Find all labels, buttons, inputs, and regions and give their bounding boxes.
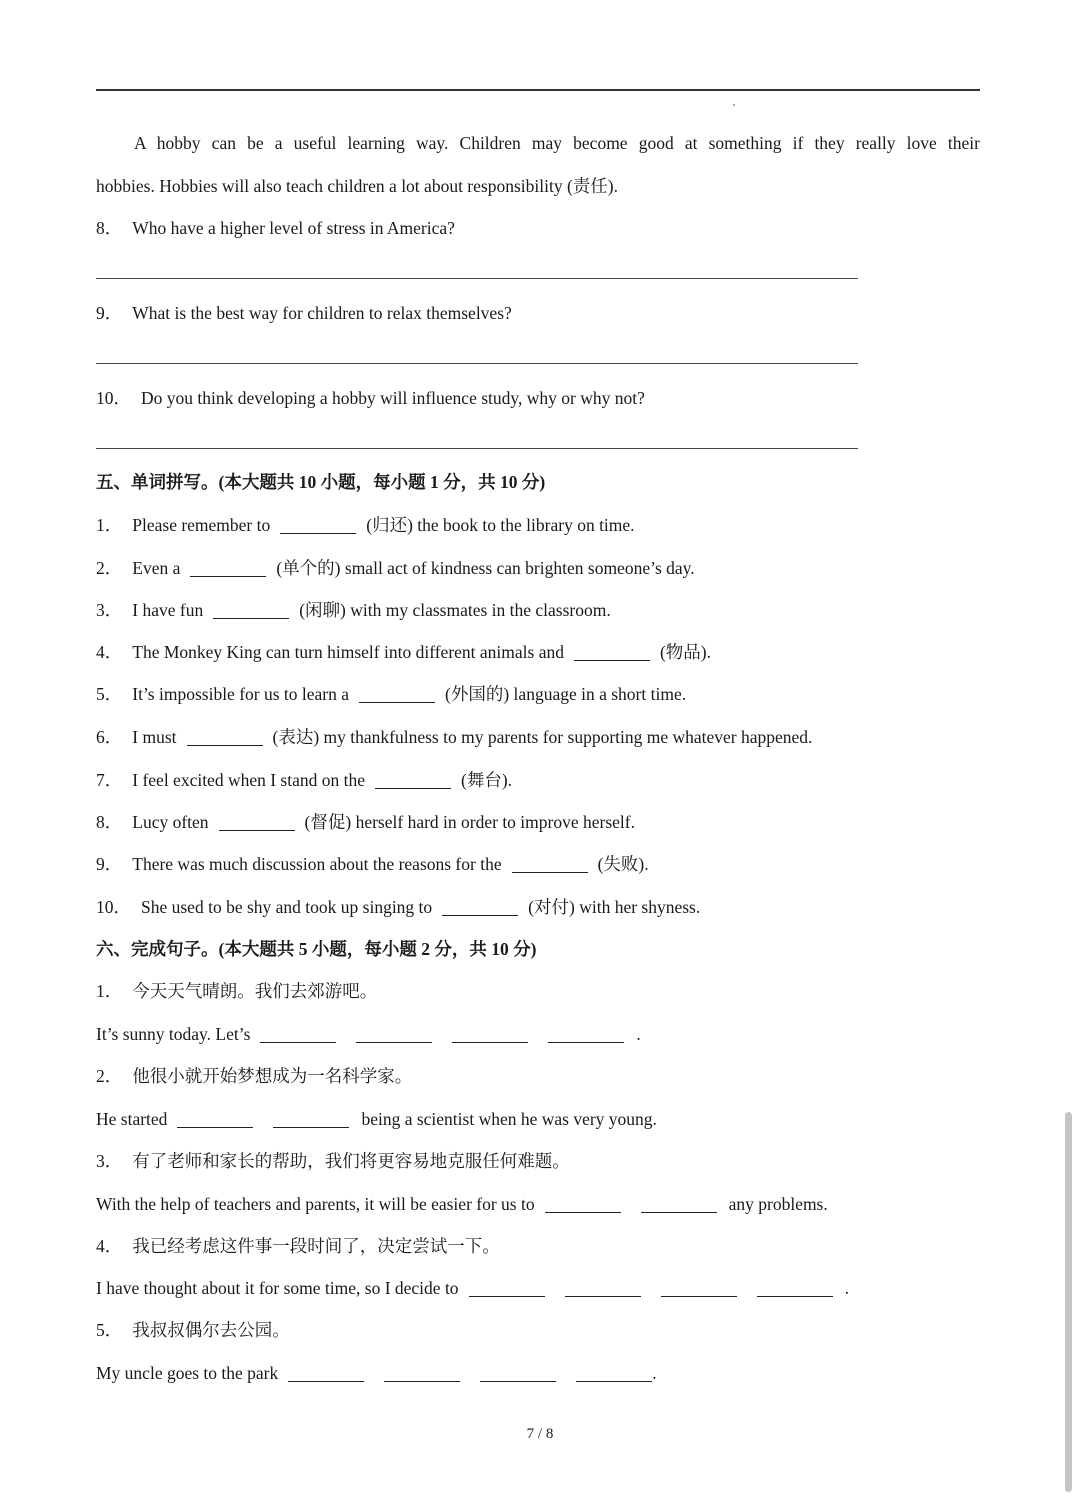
- section-heading: 六、完成句子。(本大题共 5 小题，每小题 2 分，共 10 分): [96, 939, 537, 959]
- sentence-prompt-chinese: [96, 1064, 412, 1088]
- spelling-item: [96, 895, 700, 919]
- reading-question: [96, 386, 645, 410]
- reading-question: [96, 216, 455, 240]
- item-number: 9．: [96, 854, 123, 874]
- item-text-after: (外国的) language in a short time.: [445, 684, 687, 704]
- sentence-completion: [96, 1361, 657, 1385]
- item-text-after: (归还) the book to the library on time.: [366, 515, 635, 535]
- item-number: 3．: [96, 600, 123, 620]
- item-number: 4．: [96, 642, 123, 662]
- fill-blank[interactable]: [359, 701, 435, 703]
- spelling-item: [96, 725, 812, 749]
- item-number: 5．: [96, 1320, 123, 1340]
- fill-blank[interactable]: [565, 1295, 641, 1297]
- question-text: Who have a higher level of stress in America?: [132, 218, 455, 238]
- item-text-after: (舞台).: [461, 770, 513, 790]
- item-text-after: (闲聊) with my classmates in the classroom.: [299, 600, 611, 620]
- spelling-item: [96, 852, 649, 876]
- sentence-prompt-chinese: [96, 979, 377, 1003]
- chinese-sentence: 今天天气晴朗。我们去郊游吧。: [132, 981, 378, 1001]
- sentence-after: being a scientist when he was very young.: [361, 1109, 657, 1129]
- sentence-after: .: [636, 1024, 641, 1044]
- spelling-item: [96, 640, 711, 664]
- item-number: 7．: [96, 770, 123, 790]
- chinese-sentence: 我叔叔偶尔去公园。: [132, 1320, 290, 1340]
- item-number: 3．: [96, 1151, 123, 1171]
- spelling-item: [96, 768, 512, 792]
- sentence-before: He started: [96, 1109, 168, 1129]
- item-text-before: It’s impossible for us to learn a: [132, 684, 350, 704]
- reading-question: [96, 301, 512, 325]
- item-number: 1．: [96, 515, 123, 535]
- spelling-item: [96, 682, 686, 706]
- fill-blank[interactable]: [661, 1295, 737, 1297]
- question-number: 9．: [96, 303, 123, 323]
- sentence-after: .: [844, 1278, 849, 1298]
- fill-blank[interactable]: [273, 1126, 349, 1128]
- speck: [733, 104, 735, 106]
- fill-blank[interactable]: [452, 1041, 528, 1043]
- sentence-prompt-chinese: [96, 1149, 570, 1173]
- sentence-completion: [96, 1022, 641, 1046]
- item-number: 2．: [96, 558, 123, 578]
- item-text-after: (单个的) small act of kindness can brighten someone’s day.: [276, 558, 695, 578]
- fill-blank[interactable]: [190, 575, 266, 577]
- passage-line-2: hobbies. Hobbies will also teach children a lot about responsibility (责任).: [96, 176, 618, 196]
- chinese-sentence: 我已经考虑这件事一段时间了，决定尝试一下。: [132, 1236, 500, 1256]
- fill-blank[interactable]: [574, 659, 650, 661]
- answer-line[interactable]: [96, 448, 858, 449]
- item-number: 2．: [96, 1066, 123, 1086]
- sentence-before: My uncle goes to the park: [96, 1363, 279, 1383]
- sentence-before: I have thought about it for some time, so I decide to: [96, 1278, 459, 1298]
- sentence-before: With the help of teachers and parents, it will be easier for us to: [96, 1194, 535, 1214]
- item-number: 10．: [96, 897, 131, 917]
- item-text-before: There was much discussion about the reasons for the: [132, 854, 502, 874]
- spelling-item: [96, 513, 635, 537]
- fill-blank[interactable]: [384, 1380, 460, 1382]
- answer-line[interactable]: [96, 363, 858, 364]
- spelling-item: [96, 556, 695, 580]
- item-text-before: Even a: [132, 558, 181, 578]
- spelling-item: [96, 810, 635, 834]
- item-text-after: (督促) herself hard in order to improve herself.: [304, 812, 635, 832]
- item-text-after: (失败).: [597, 854, 649, 874]
- item-number: 8．: [96, 812, 123, 832]
- item-text-before: I must: [132, 727, 177, 747]
- fill-blank[interactable]: [375, 787, 451, 789]
- question-number: 8．: [96, 218, 123, 238]
- item-text-after: (物品).: [659, 642, 712, 662]
- fill-blank[interactable]: [213, 617, 289, 619]
- sentence-completion: [96, 1192, 828, 1216]
- fill-blank[interactable]: [442, 914, 518, 916]
- sentence-after: any problems.: [728, 1194, 828, 1214]
- item-number: 1．: [96, 981, 123, 1001]
- item-text-before: Please remember to: [132, 515, 271, 535]
- section-heading: 五、单词拼写。(本大题共 10 小题，每小题 1 分，共 10 分): [96, 472, 546, 492]
- item-number: 4．: [96, 1236, 123, 1256]
- item-number: 6．: [96, 727, 123, 747]
- item-text-before: I have fun: [132, 600, 204, 620]
- fill-blank[interactable]: [219, 829, 295, 831]
- sentence-prompt-chinese: [96, 1318, 290, 1342]
- item-text-after: (对付) with her shyness.: [528, 897, 701, 917]
- fill-blank[interactable]: [280, 532, 356, 534]
- fill-blank[interactable]: [356, 1041, 432, 1043]
- chinese-sentence: 有了老师和家长的帮助，我们将更容易地克服任何难题。: [132, 1151, 570, 1171]
- fill-blank[interactable]: [757, 1295, 833, 1297]
- page-number: 7 / 8: [526, 1426, 554, 1442]
- spelling-item: [96, 598, 611, 622]
- question-text: What is the best way for children to relax themselves?: [132, 303, 512, 323]
- sentence-after: .: [652, 1363, 657, 1383]
- scrollbar-thumb[interactable]: [1065, 1112, 1072, 1492]
- fill-blank[interactable]: [187, 744, 263, 746]
- question-number: 10．: [96, 388, 131, 408]
- item-text-before: I feel excited when I stand on the: [132, 770, 366, 790]
- fill-blank[interactable]: [512, 871, 588, 873]
- sentence-completion: [96, 1276, 849, 1300]
- item-text-before: The Monkey King can turn himself into different animals and: [132, 642, 564, 662]
- fill-blank[interactable]: [548, 1041, 624, 1043]
- fill-blank[interactable]: [260, 1041, 336, 1043]
- item-number: 5．: [96, 684, 123, 704]
- chinese-sentence: 他很小就开始梦想成为一名科学家。: [132, 1066, 413, 1086]
- header-rule: [96, 89, 980, 91]
- fill-blank[interactable]: [177, 1126, 253, 1128]
- fill-blank[interactable]: [576, 1380, 652, 1382]
- question-text: Do you think developing a hobby will influence study, why or why not?: [141, 388, 645, 408]
- fill-blank[interactable]: [641, 1211, 717, 1213]
- item-text-before: Lucy often: [132, 812, 209, 832]
- sentence-completion: [96, 1107, 657, 1131]
- item-text-before: She used to be shy and took up singing to: [141, 897, 433, 917]
- item-text-after: (表达) my thankfulness to my parents for supporting me whatever happened.: [272, 727, 813, 747]
- fill-blank[interactable]: [469, 1295, 545, 1297]
- sentence-before: It’s sunny today. Let’s: [96, 1024, 251, 1044]
- sentence-prompt-chinese: [96, 1234, 500, 1258]
- fill-blank[interactable]: [480, 1380, 556, 1382]
- fill-blank[interactable]: [545, 1211, 621, 1213]
- passage-line-1: A hobby can be a useful learning way. Children may become good at something if they really love their: [134, 133, 980, 153]
- answer-line[interactable]: [96, 278, 858, 279]
- fill-blank[interactable]: [288, 1380, 364, 1382]
